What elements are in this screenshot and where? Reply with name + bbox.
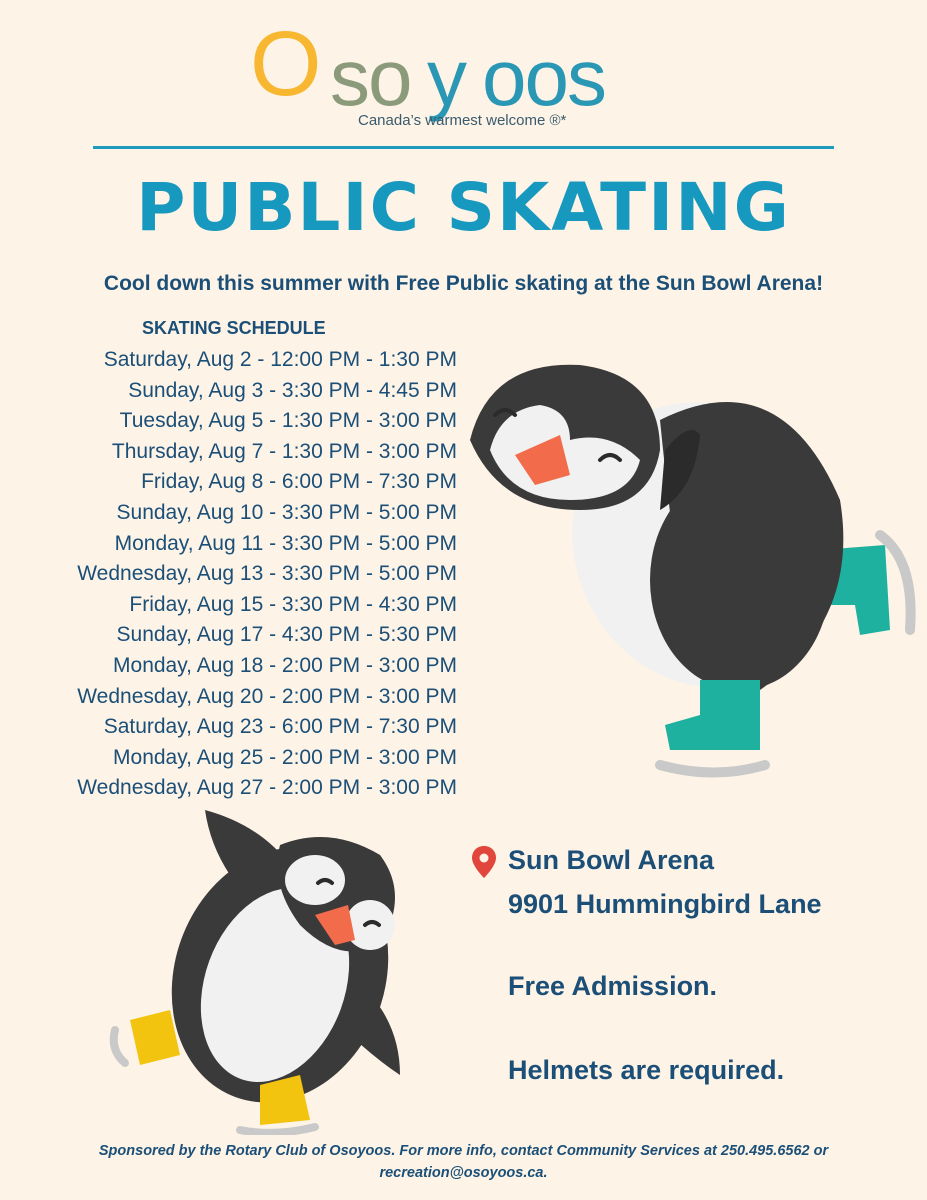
penguin-skating-right-illustration bbox=[460, 360, 927, 790]
venue-address: 9901 Hummingbird Lane bbox=[508, 889, 822, 919]
schedule-item: Thursday, Aug 7 - 1:30 PM - 3:00 PM bbox=[111, 439, 457, 463]
logo-tagline: Canada’s warmest welcome ®* bbox=[358, 112, 567, 129]
admission-note: Free Admission. bbox=[508, 971, 718, 1001]
location-pin-icon bbox=[472, 846, 496, 878]
venue-name: Sun Bowl Arena bbox=[508, 845, 715, 875]
schedule-item: Monday, Aug 18 - 2:00 PM - 3:00 PM bbox=[113, 653, 457, 677]
logo-letter-y: y bbox=[427, 33, 465, 122]
schedule-item: Tuesday, Aug 5 - 1:30 PM - 3:00 PM bbox=[119, 409, 457, 433]
logo-letters-oos: oos bbox=[482, 33, 605, 122]
schedule-item: Saturday, Aug 23 - 6:00 PM - 7:30 PM bbox=[103, 715, 457, 739]
schedule-item: Sunday, Aug 10 - 3:30 PM - 5:00 PM bbox=[116, 500, 457, 524]
schedule-item: Sunday, Aug 17 - 4:30 PM - 5:30 PM bbox=[116, 623, 457, 647]
osoyoos-logo bbox=[250, 13, 650, 138]
front-skate-icon bbox=[660, 680, 765, 773]
schedule-item: Wednesday, Aug 20 - 2:00 PM - 3:00 PM bbox=[77, 684, 457, 708]
schedule-item: Sunday, Aug 3 - 3:30 PM - 4:45 PM bbox=[128, 378, 457, 402]
helmet-note: Helmets are required. bbox=[508, 1055, 785, 1085]
schedule-item: Wednesday, Aug 13 - 3:30 PM - 5:00 PM bbox=[77, 562, 457, 586]
schedule-item: Monday, Aug 11 - 3:30 PM - 5:00 PM bbox=[114, 531, 457, 555]
schedule-item: Friday, Aug 8 - 6:00 PM - 7:30 PM bbox=[141, 470, 457, 494]
footer-line-2: recreation@osoyoos.ca. bbox=[379, 1165, 548, 1181]
logo-letter-o: O bbox=[250, 13, 320, 115]
schedule-heading: SKATING SCHEDULE bbox=[142, 318, 326, 338]
schedule-item: Saturday, Aug 2 - 12:00 PM - 1:30 PM bbox=[103, 348, 457, 371]
schedule-item: Friday, Aug 15 - 3:30 PM - 4:30 PM bbox=[129, 592, 457, 616]
penguin-skating-left-illustration bbox=[100, 805, 430, 1135]
schedule-list bbox=[77, 345, 457, 804]
logo-letters-so: so bbox=[330, 33, 411, 122]
page-title: PUBLIC SKATING bbox=[136, 169, 791, 246]
header-divider bbox=[93, 146, 834, 149]
event-info bbox=[508, 840, 822, 1090]
schedule-item: Monday, Aug 25 - 2:00 PM - 3:00 PM bbox=[113, 745, 457, 769]
schedule-item: Wednesday, Aug 27 - 2:00 PM - 3:00 PM bbox=[77, 776, 457, 800]
sponsor-footer bbox=[0, 1140, 927, 1184]
footer-line-1: Sponsored by the Rotary Club of Osoyoos. For more info, contact Community Services at 250.495.6562 or bbox=[98, 1143, 829, 1159]
event-tagline: Cool down this summer with Free Public skating at the Sun Bowl Arena! bbox=[103, 272, 824, 295]
